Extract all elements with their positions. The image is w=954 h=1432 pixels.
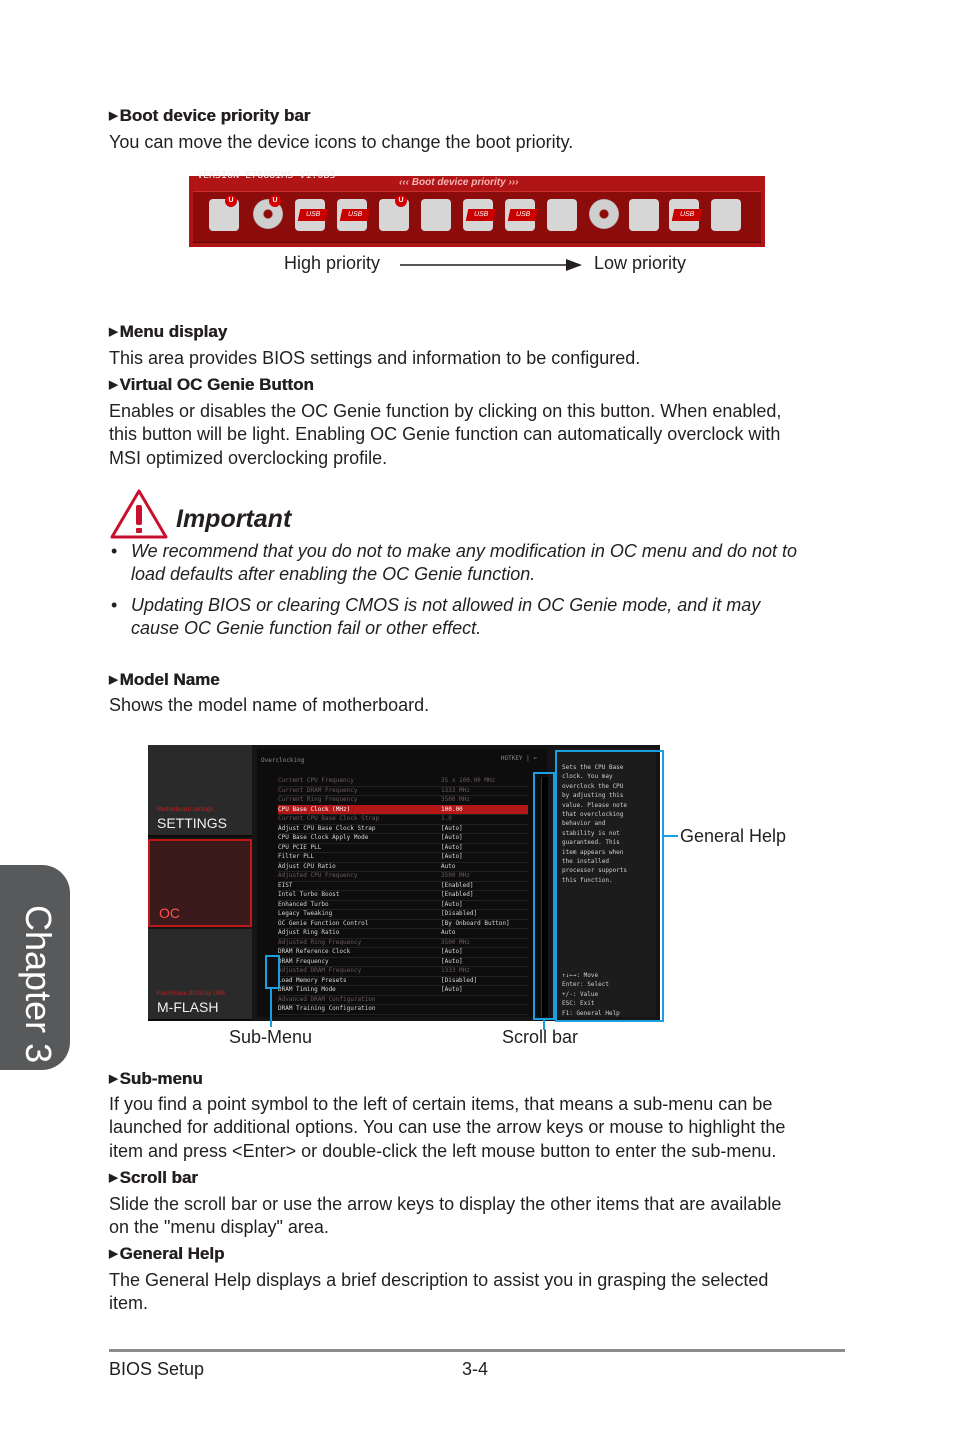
menu-row-label: CPU Base Clock (MHz): [278, 805, 351, 813]
menu-row-value: 100.00: [441, 805, 463, 813]
scroll-bar-description: Slide the scroll bar or use the arrow keys to display the other items that are available on the "menu display" area.: [109, 1194, 782, 1238]
oc-tile[interactable]: OC: [148, 839, 252, 927]
menu-header: Overclocking: [261, 757, 305, 764]
help-text-line: stability is not: [562, 829, 620, 837]
menu-row-value: 1.0: [441, 815, 452, 822]
help-text-line: the installed: [562, 858, 609, 866]
menu-row-value: [Auto]: [441, 900, 463, 908]
menu-row-label: Adjust Ring Ratio: [278, 929, 340, 936]
menu-row-value: [Auto]: [441, 986, 463, 993]
important-bullet: • Updating BIOS or clearing CMOS is not allowed in OC Genie mode, and it may cause OC Genie function fail or other effect.: [111, 594, 761, 639]
menu-row-label: Adjusted Ring Frequency: [278, 938, 362, 946]
sub-menu-highlight: [265, 955, 280, 989]
settings-tile[interactable]: Motherboard settings SETTINGS: [148, 745, 252, 837]
menu-row-value: [Auto]: [441, 843, 463, 851]
boot-device-bar-image: [189, 170, 765, 247]
menu-row-value: [Enabled]: [441, 891, 474, 898]
sub-menu-callout: Sub-Menu: [229, 1027, 313, 1047]
hdd-device-icon[interactable]: [547, 199, 577, 231]
general-help-highlight: [555, 750, 664, 1022]
general-help-description: The General Help displays a brief description to assist you in grasping the selected item.: [109, 1270, 769, 1314]
floppy-device-icon[interactable]: [421, 199, 451, 231]
help-text-line: this function.: [562, 876, 613, 884]
menu-row-label: Adjusted DRAM Frequency: [278, 967, 362, 974]
menu-row-label: Current Ring Frequency: [278, 796, 358, 803]
usb-drive-icon[interactable]: USB: [337, 199, 367, 231]
hotkey-label[interactable]: HOTKEY | ↶: [500, 755, 537, 762]
menu-row-value: [Auto]: [441, 948, 463, 955]
bullet-dot: •: [111, 594, 118, 615]
help-text-line: by adjusting this: [562, 792, 624, 800]
footer-rule: [109, 1349, 845, 1352]
chapter-label: Chapter 3: [18, 905, 59, 1064]
menu-row-label: Intel Turbo Boost: [278, 891, 340, 898]
menu-row-label: Current DRAM Frequency: [278, 786, 358, 794]
help-text-line: that overclocking: [562, 811, 624, 819]
network-device-icon[interactable]: [711, 199, 741, 231]
menu-row-label: Enhanced Turbo: [278, 900, 329, 908]
menu-row-label: Adjust CPU Base Clock Strap: [278, 824, 376, 832]
low-priority-label: Low priority: [594, 253, 687, 273]
help-text-line: processor supports: [562, 867, 628, 875]
heading-sub-menu: ▶ Sub-menu: [109, 1069, 203, 1088]
menu-row-label: Filter PLL: [278, 853, 315, 860]
help-text-line: guaranteed. This: [562, 839, 620, 847]
help-text-line: value. Please note: [562, 801, 628, 809]
menu-row-value: 3500 MHz: [441, 938, 470, 946]
menu-row-value: [Disabled]: [441, 976, 478, 984]
general-help-leader: [662, 835, 678, 837]
bios-version-text: VERSION E7888IMS V1.0B3: [197, 170, 336, 181]
m-flash-tile[interactable]: Flash/Save BIOS by USB M-FLASH: [148, 929, 252, 1021]
menu-row-label: DRAM Timing Mode: [278, 986, 336, 993]
key-legend-line: +/-: Value: [562, 990, 599, 998]
sub-menu-description: If you find a point symbol to the left of certain items, that means a sub-menu can be launched for additional options. You can use the arrow keys or mouse to highlight the item and press <Enter> or double-click the left mouse button to enter the sub-menu.: [109, 1094, 786, 1161]
menu-row-label: CPU PCIE PLL: [278, 843, 322, 851]
menu-row-label: Load Memory Presets: [278, 976, 347, 984]
menu-row-label: Current CPU Base Clock Strap: [278, 815, 380, 822]
model-name-description: Shows the model name of motherboard.: [109, 695, 430, 715]
important-bullets: [109, 540, 854, 641]
boot-device-description: You can move the device icons to change the boot priority.: [109, 132, 574, 152]
help-text-line: item appears when: [562, 848, 624, 856]
optical-drive-icon[interactable]: [589, 199, 619, 229]
menu-row-value: [Disabled]: [441, 910, 478, 917]
heading-menu-display: ▶ Menu display: [109, 322, 228, 341]
page-number: 3-4: [462, 1359, 489, 1379]
important-heading: Important: [176, 505, 292, 533]
usb-drive-icon[interactable]: USB: [463, 199, 493, 231]
menu-row-value: 3500 MHz: [441, 796, 470, 803]
menu-row[interactable]: [278, 1004, 528, 1015]
usb-key-icon[interactable]: U: [379, 199, 409, 231]
scroll-bar-callout: Scroll bar: [502, 1027, 579, 1047]
usb-drive-icon[interactable]: USB: [295, 199, 325, 231]
menu-row-value: [Auto]: [441, 824, 463, 832]
usb-drive-icon[interactable]: USB: [669, 199, 699, 231]
bullet-dot: •: [111, 541, 118, 561]
menu-row-label: Adjust CPU Ratio: [278, 862, 336, 870]
footer-section-label: BIOS Setup: [109, 1359, 205, 1379]
help-text-line: Sets the CPU Base: [562, 764, 624, 771]
heading-general-help: ▶ General Help: [109, 1244, 225, 1263]
general-help-callout: General Help: [680, 826, 787, 846]
key-legend-line: F1: General Help: [562, 1009, 620, 1017]
boot-device-strip: [193, 191, 761, 243]
menu-row-label: Legacy Tweaking: [278, 910, 333, 917]
heading-boot-device-priority: ▶ Boot device priority bar: [109, 106, 311, 125]
priority-arrow-icon: [400, 257, 584, 273]
key-legend-line: ESC: Exit: [562, 1000, 595, 1008]
heading-virtual-oc-genie: ▶ Virtual OC Genie Button: [109, 375, 314, 394]
menu-row-label: DRAM Frequency: [278, 957, 329, 965]
menu-row-value: 3500 MHz: [441, 872, 470, 879]
bios-sidebar: [148, 745, 252, 1021]
virtual-oc-genie-description: Enables or disables the OC Genie function by clicking on this button. When enabled, this button will be light. Enabling OC Genie function can automatically overclock with MSI optimized overclocking profile.: [109, 401, 782, 468]
scroll-bar-highlight: [533, 772, 555, 1020]
heading-scroll-bar: ▶ Scroll bar: [109, 1168, 198, 1187]
menu-row-label: Adjusted CPU Frequency: [278, 872, 358, 879]
key-legend-line: Enter: Select: [562, 981, 609, 989]
hdd-device-icon[interactable]: U: [209, 199, 239, 231]
usb-key-icon[interactable]: [629, 199, 659, 231]
usb-drive-icon[interactable]: USB: [505, 199, 535, 231]
menu-display-description: This area provides BIOS settings and information to be configured.: [109, 348, 641, 368]
menu-row-label: OC Genie Function Control: [278, 919, 369, 927]
optical-drive-icon[interactable]: U: [253, 199, 283, 229]
menu-row-label: EIST: [278, 881, 293, 889]
help-text-line: behavior and: [562, 820, 606, 828]
menu-row-value: [By Onboard Button]: [441, 919, 510, 927]
menu-row-value: [Auto]: [441, 834, 463, 841]
help-text-line: clock. You may: [562, 773, 613, 781]
menu-row-label: CPU Base Clock Apply Mode: [278, 834, 369, 841]
menu-row-value: 35 x 100.00 MHz: [441, 777, 496, 784]
menu-row-value: Auto: [441, 929, 456, 936]
menu-row-value: 1333 MHz: [441, 786, 470, 794]
menu-row-value: 1333 MHz: [441, 967, 470, 974]
menu-row-value: [Auto]: [441, 853, 463, 860]
warning-icon: [109, 488, 169, 540]
menu-row-label: DRAM Training Configuration: [278, 1005, 376, 1012]
menu-row-label: DRAM Reference Clock: [278, 948, 351, 955]
important-bullet: • We recommend that you do not to make any modification in OC menu and do not to load defaults after enabling the OC Genie function.: [111, 541, 798, 585]
menu-row-value: [Auto]: [441, 957, 463, 965]
key-legend-line: ↑↓←→: Move: [562, 972, 599, 979]
menu-row-value: [Enabled]: [441, 881, 474, 889]
heading-model-name: ▶ Model Name: [109, 670, 220, 689]
high-priority-label: High priority: [284, 253, 381, 273]
menu-row-value: Auto: [441, 862, 456, 870]
boot-bar-title: ‹‹‹ Boot device priority ›››: [399, 177, 519, 188]
chapter-tab: [0, 865, 70, 1070]
menu-row-label: Current CPU Frequency: [278, 777, 354, 784]
menu-row-label: Advanced DRAM Configuration: [278, 995, 376, 1003]
bios-menu-display: [257, 749, 547, 1017]
sub-menu-leader: [270, 987, 272, 1027]
help-text-line: overclock the CPU: [562, 782, 624, 790]
